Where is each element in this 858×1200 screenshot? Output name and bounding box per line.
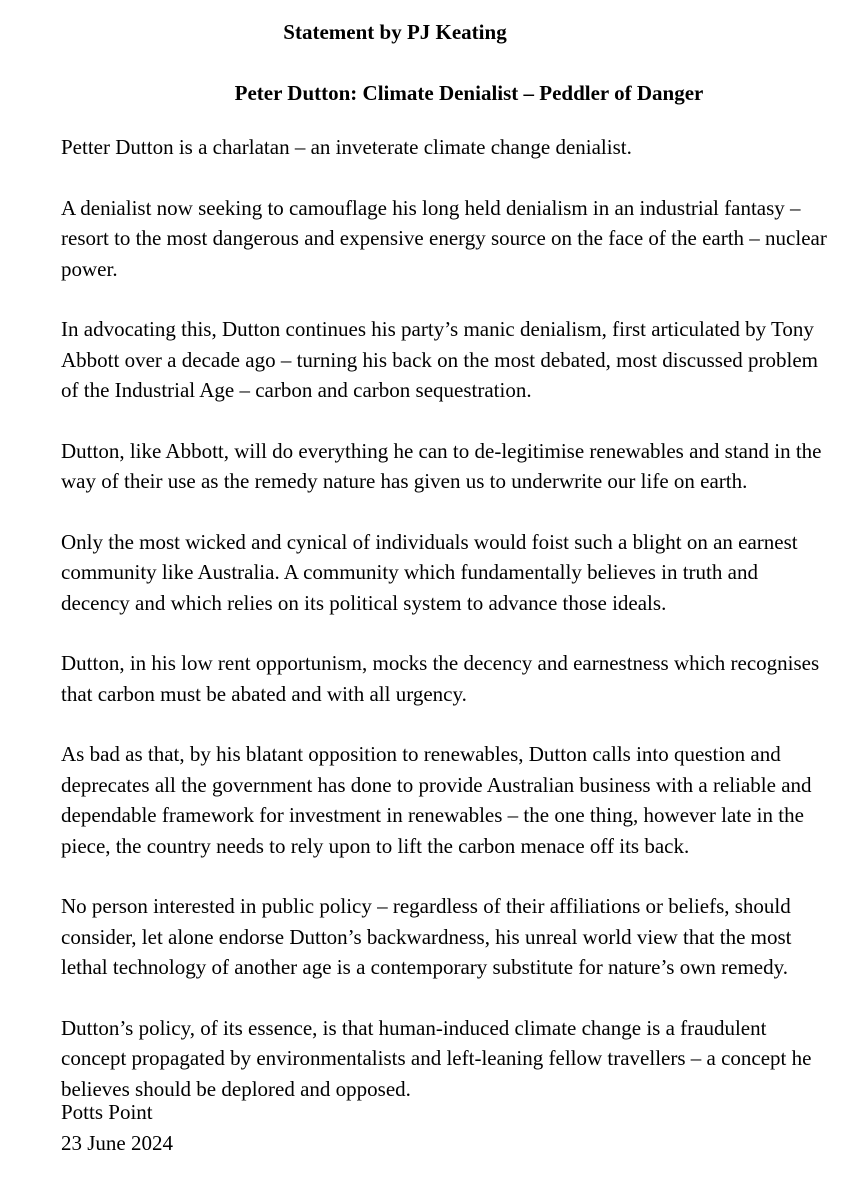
paragraph-5: Only the most wicked and cynical of individuals would foist such a blight on an earnest community like Australia. A community which fundamentally believes in truth and decency and which relies on its political system to advance those ideals.	[61, 529, 798, 615]
signoff	[61, 1097, 173, 1158]
document-title: Statement by PJ Keating	[283, 20, 507, 44]
paragraph-8: No person interested in public policy – regardless of their affiliations or beliefs, should consider, let alone endorse Dutton’s backwardness, his unreal world view that the most lethal technology of another age is a contemporary substitute for nature’s own remedy.	[61, 894, 792, 979]
paragraph-2: A denialist now seeking to camouflage his long held denialism in an industrial fantasy – resort to the most dangerous and expensive energy source on the face of the earth – nuclear power.	[61, 195, 827, 281]
document-subtitle: Peter Dutton: Climate Denialist – Peddler of Danger	[234, 81, 704, 105]
signoff-location: Potts Point	[61, 1100, 153, 1124]
paragraph-9: Dutton’s policy, of its essence, is that human-induced climate change is a fraudulent concept propagated by environmentalists and left-leaning fellow travellers – a concept he believes should be deplored and opposed.	[61, 1015, 812, 1101]
paragraph-1: Petter Dutton is a charlatan – an inveterate climate change denialist.	[61, 135, 632, 159]
paragraph-3: In advocating this, Dutton continues his party’s manic denialism, first articulated by Tony Abbott over a decade ago – turning his back on the most debated, most discussed problem of the Industrial Age – carbon and carbon sequestration.	[61, 317, 818, 402]
paragraph-4: Dutton, like Abbott, will do everything he can to de-legitimise renewables and stand in the way of their use as the remedy nature has given us to underwrite our life on earth.	[61, 438, 822, 493]
paragraph-6: Dutton, in his low rent opportunism, mocks the decency and earnestness which recognises that carbon must be abated and with all urgency.	[61, 651, 820, 706]
signoff-date: 23 June 2024	[61, 1130, 173, 1155]
statement-body	[61, 132, 831, 1134]
paragraph-7: As bad as that, by his blatant opposition to renewables, Dutton calls into question and deprecates all the government has done to provide Australian business with a reliable and dependable framework for investment in renewables – the one thing, however late in the piece, the country needs to rely upon to lift the carbon menace off its back.	[61, 742, 812, 858]
